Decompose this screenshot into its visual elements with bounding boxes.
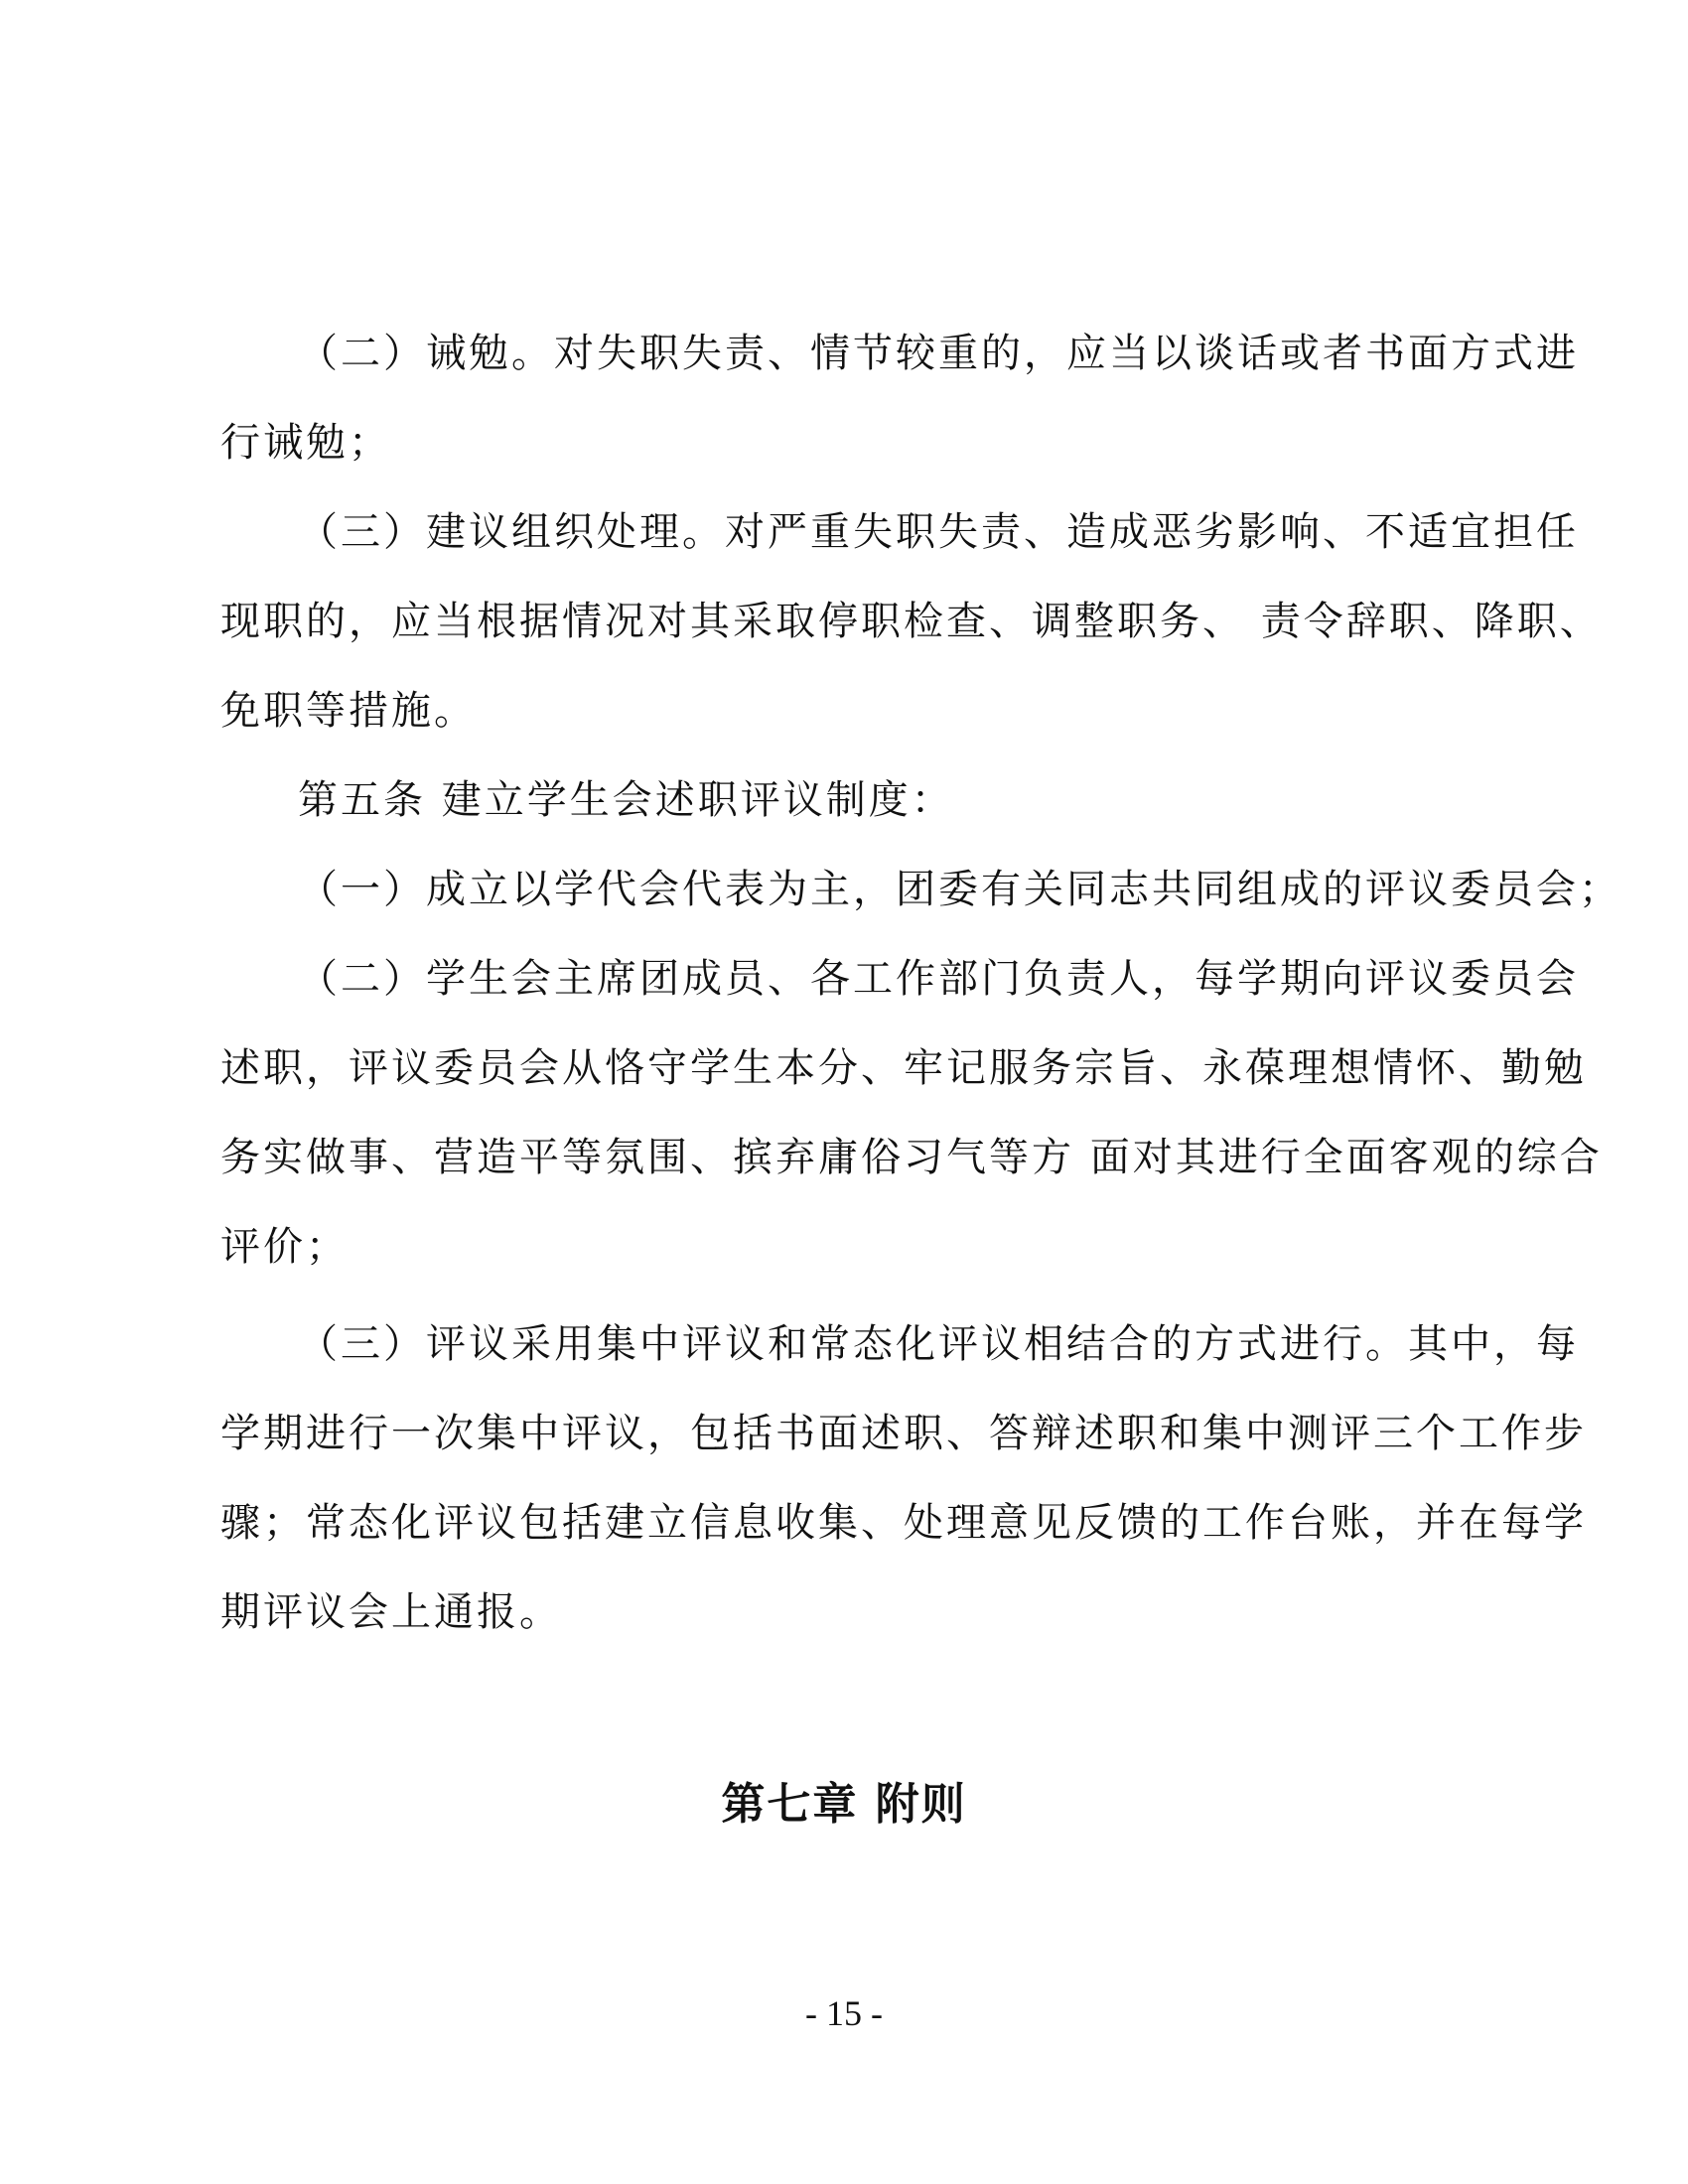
paragraph-line: 评价； [220, 1224, 349, 1270]
page-number: - 15 - [805, 1993, 883, 2033]
paragraph-line: 免职等措施。 [220, 688, 477, 734]
paragraph-line: 期评议会上通报。 [220, 1589, 562, 1635]
paragraph-line: （三）建议组织处理。对严重失职失责、造成恶劣影响、不适宜担任 [298, 509, 1579, 555]
article-heading-line: 第五条 建立学生会述职评议制度： [298, 777, 954, 823]
paragraph-line: 学期进行一次集中评议，包括书面述职、答辩述职和集中测评三个工作步 [220, 1411, 1587, 1456]
paragraph-line: 现职的，应当根据情况对其采取停职检查、调整职务、 责令辞职、降职、 [220, 599, 1603, 644]
paragraph-line: （二）诫勉。对失职失责、情节较重的，应当以谈话或者书面方式进 [298, 331, 1579, 376]
paragraph-line: 务实做事、营造平等氛围、摈弃庸俗习气等方 面对其进行全面客观的综合 [220, 1135, 1603, 1180]
chapter-heading: 第七章 附则 [721, 1779, 967, 1830]
paragraph-line: （一）成立以学代会代表为主，团委有关同志共同组成的评议委员会； [298, 867, 1621, 912]
paragraph-line: （二）学生会主席团成员、各工作部门负责人，每学期向评议委员会 [298, 956, 1579, 1002]
paragraph-line: （三）评议采用集中评议和常态化评议相结合的方式进行。其中，每 [298, 1321, 1579, 1367]
paragraph-line: 行诫勉； [220, 420, 391, 466]
paragraph-line: 述职，评议委员会从恪守学生本分、牢记服务宗旨、永葆理想情怀、勤勉 [220, 1045, 1587, 1091]
paragraph-line: 骤；常态化评议包括建立信息收集、处理意见反馈的工作台账，并在每学 [220, 1500, 1587, 1546]
